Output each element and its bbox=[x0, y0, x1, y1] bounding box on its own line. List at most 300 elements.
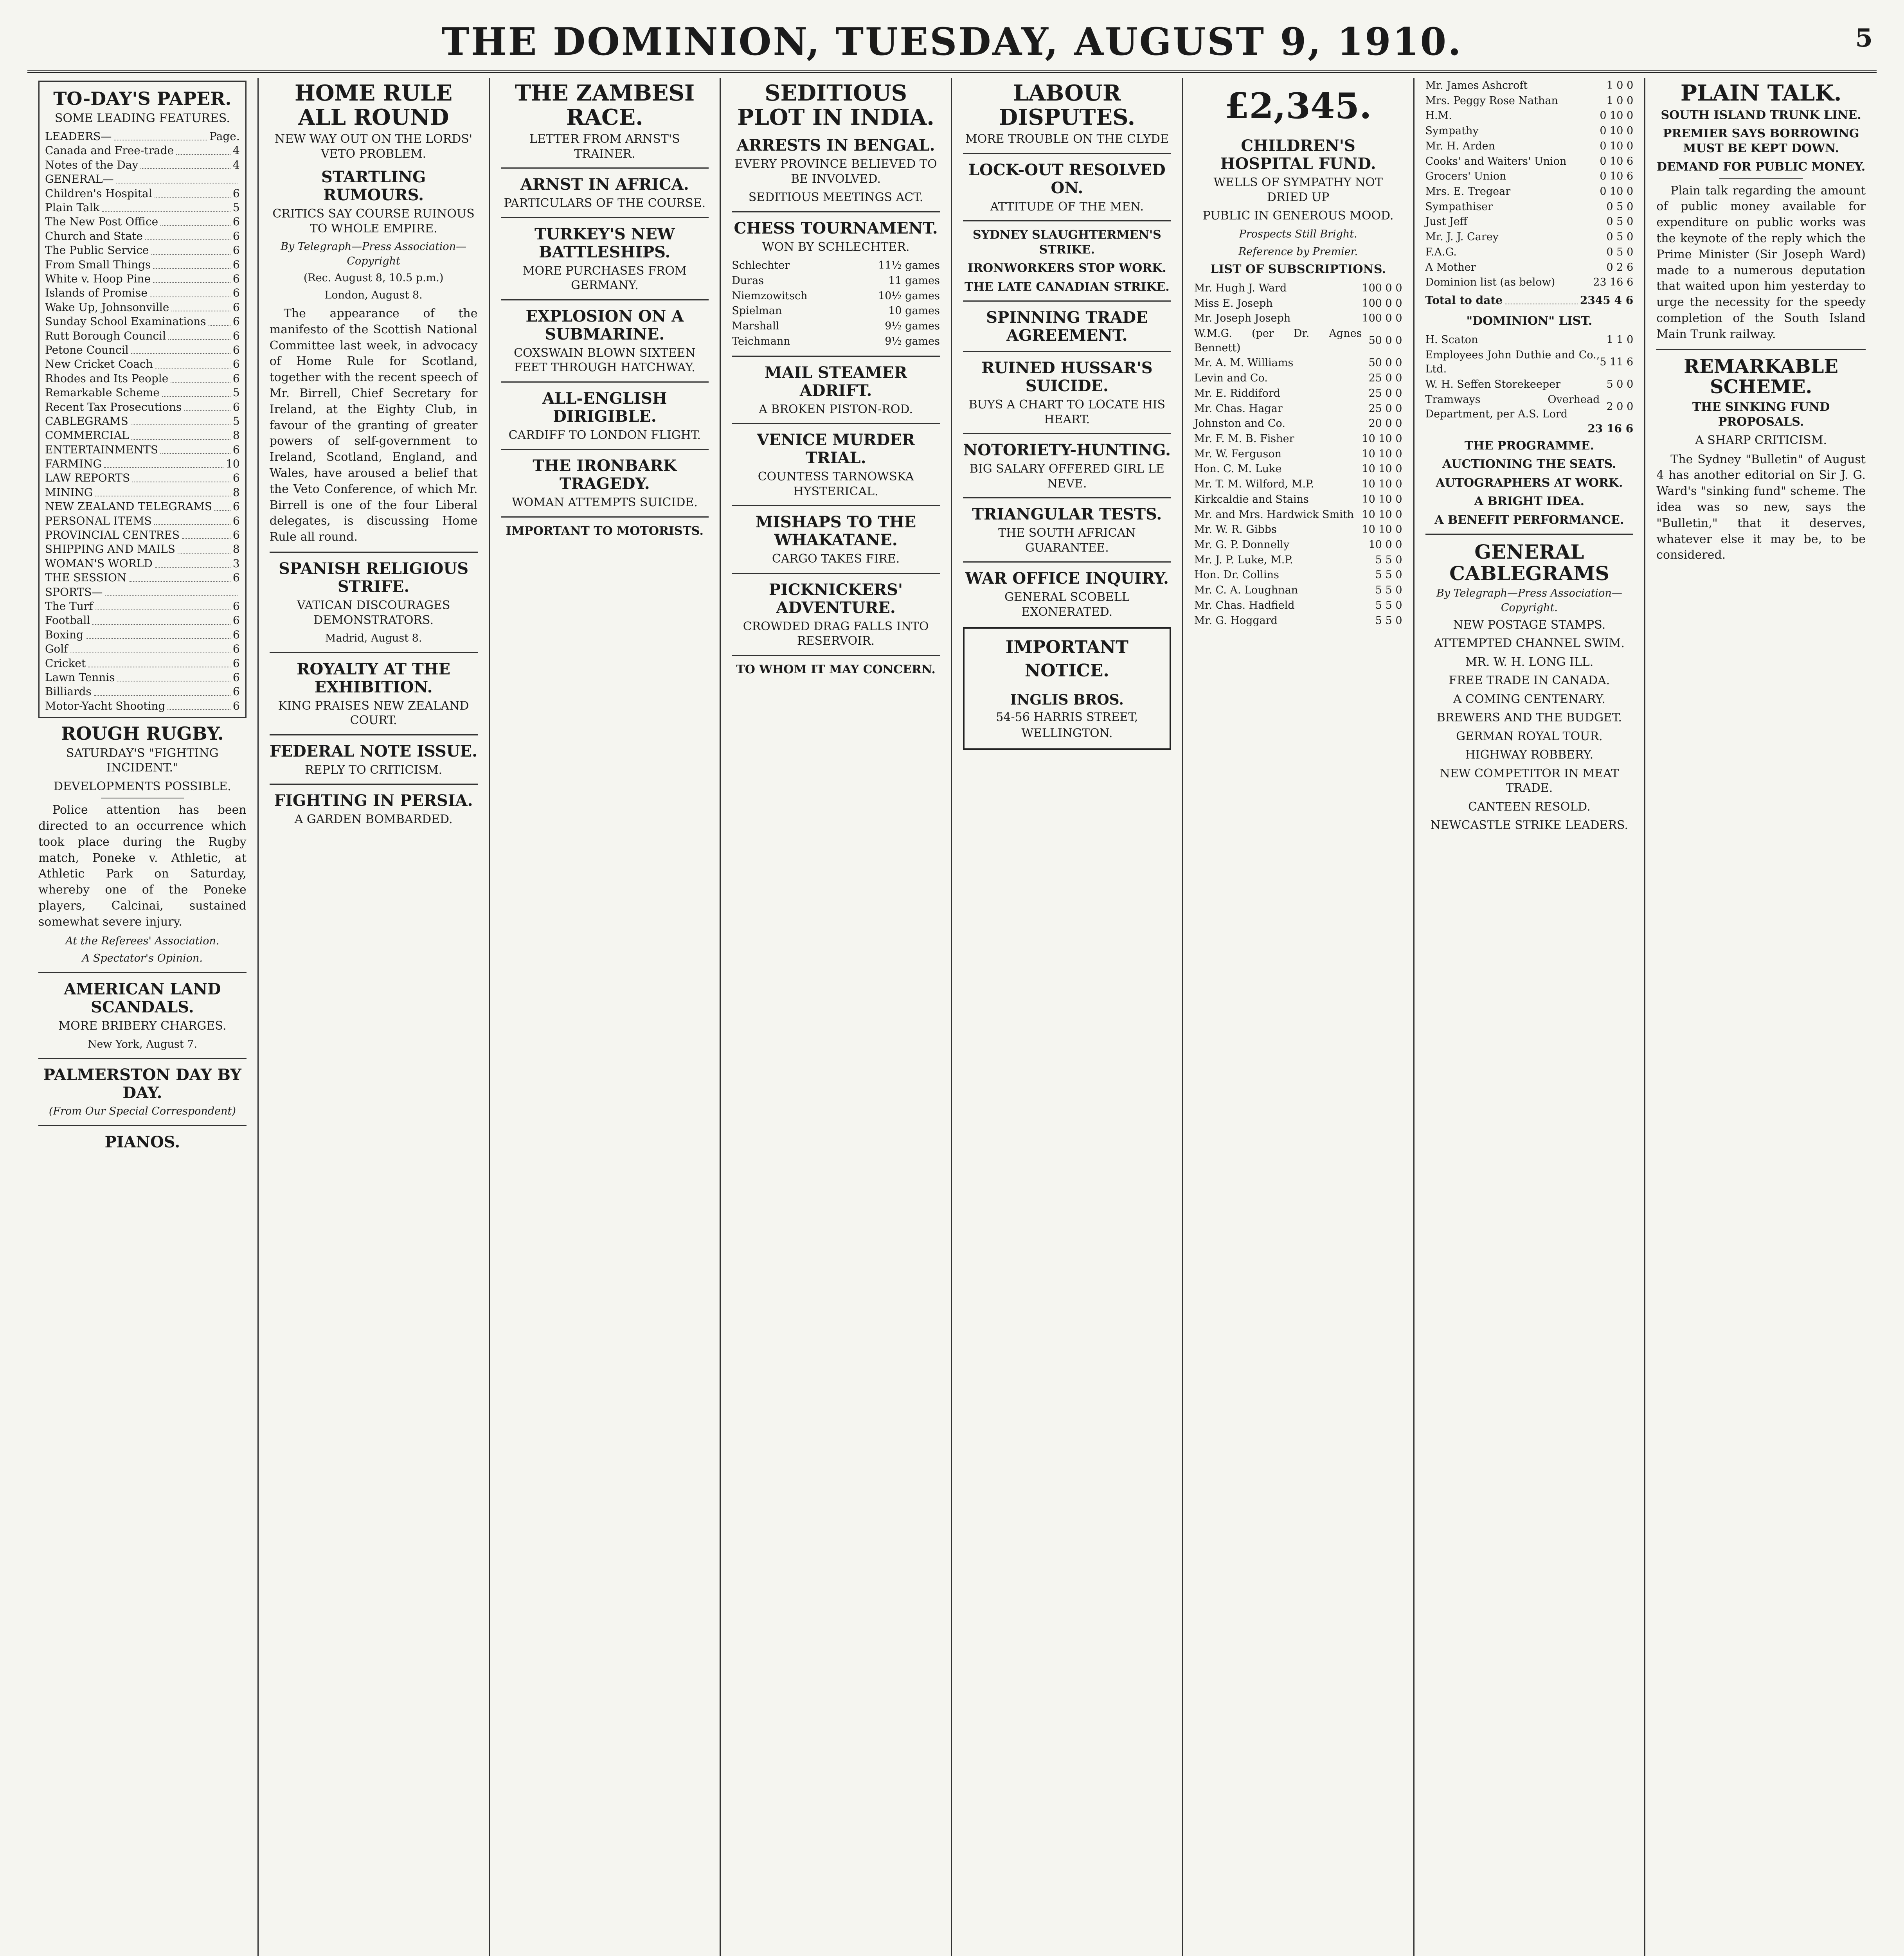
index-list bbox=[45, 129, 240, 713]
index-item-page: 3 bbox=[232, 557, 240, 570]
index-item bbox=[45, 485, 240, 500]
index-item bbox=[45, 628, 240, 642]
index-item-page: 6 bbox=[232, 642, 240, 656]
remarkable-paragraph: The Sydney "Bulletin" of August 4 has another editorial on Sir J. G. Ward's "sinking fund" scheme. The idea was so new, says the "Bulletin," that it deserves, whatever else it may be, to be considered. bbox=[1656, 452, 1866, 562]
table-row bbox=[732, 273, 940, 289]
index-item-label: GENERAL— bbox=[45, 173, 114, 186]
index-item bbox=[45, 372, 240, 386]
submarine-sub: COXSWAIN BLOWN SIXTEEN FEET THROUGH HATCHWAY. bbox=[514, 346, 696, 375]
index-item-page: 6 bbox=[232, 614, 240, 627]
labour-title: LABOUR DISPUTES. bbox=[999, 80, 1136, 130]
index-item-page: 6 bbox=[232, 329, 240, 342]
table-row bbox=[1425, 275, 1634, 290]
index-item-page: 6 bbox=[232, 571, 240, 584]
index-item bbox=[45, 187, 240, 201]
row-value: 5 5 0 bbox=[1375, 614, 1402, 627]
brewers-head: BREWERS AND THE BUDGET. bbox=[1436, 711, 1622, 725]
index-item bbox=[45, 243, 240, 257]
index-item-page: 6 bbox=[232, 400, 240, 413]
table-row bbox=[1425, 184, 1634, 200]
index-item-page: 8 bbox=[232, 429, 240, 442]
row-name: Just Jeff bbox=[1425, 216, 1467, 228]
index-item-label: Canada and Free-trade bbox=[45, 144, 174, 157]
row-name: Johnston and Co. bbox=[1194, 417, 1285, 430]
index-item-label: Golf bbox=[45, 642, 68, 656]
row-value: 20 0 0 bbox=[1368, 417, 1402, 430]
whakatane-sub: CARGO TAKES FIRE. bbox=[772, 552, 900, 566]
ironbark-sub: WOMAN ATTEMPTS SUICIDE. bbox=[511, 496, 698, 510]
picnickers-sub: CROWDED DRAG FALLS INTO RESERVOIR. bbox=[743, 619, 929, 648]
hussar-title: RUINED HUSSAR'S SUICIDE. bbox=[981, 359, 1153, 396]
channel-head: ATTEMPTED CHANNEL SWIM. bbox=[1434, 636, 1625, 651]
index-item-page: Page. bbox=[209, 130, 240, 143]
notoriety-sub: BIG SALARY OFFERED GIRL LE NEVE. bbox=[969, 462, 1164, 491]
column-8 bbox=[1645, 78, 1877, 1956]
index-item bbox=[45, 201, 240, 215]
dominion-list-table bbox=[1425, 333, 1634, 422]
table-row bbox=[1194, 416, 1402, 431]
land-scandals-dateline: New York, August 7. bbox=[87, 1038, 197, 1050]
row-name: Mrs. E. Tregear bbox=[1425, 185, 1511, 198]
row-name: Hon. C. M. Luke bbox=[1194, 463, 1282, 475]
german-head: GERMAN ROYAL TOUR. bbox=[1456, 729, 1603, 743]
index-item-label: White v. Hoop Pine bbox=[45, 272, 151, 285]
row-value: 0 10 6 bbox=[1600, 155, 1634, 167]
table-row bbox=[1194, 613, 1402, 629]
table-row bbox=[1425, 93, 1634, 109]
row-value: 10 10 0 bbox=[1362, 463, 1402, 475]
table-row bbox=[1425, 78, 1634, 93]
fund-amount: £2,345. bbox=[1224, 85, 1372, 127]
lockout-title: LOCK-OUT RESOLVED ON. bbox=[968, 160, 1166, 197]
column-2 bbox=[259, 78, 490, 1956]
index-item-label: Wake Up, Johnsonville bbox=[45, 300, 169, 314]
index-item bbox=[45, 386, 240, 400]
index-item bbox=[45, 685, 240, 699]
rugby-subtitle-2: DEVELOPMENTS POSSIBLE. bbox=[53, 779, 231, 793]
auction-head: AUCTIONING THE SEATS. bbox=[1442, 457, 1616, 471]
table-row bbox=[1194, 386, 1402, 401]
newspaper-columns bbox=[27, 78, 1877, 1956]
row-value: 10 games bbox=[888, 305, 940, 317]
persia-sub: A GARDEN BOMBARDED. bbox=[294, 813, 453, 827]
row-value: 0 2 6 bbox=[1606, 261, 1634, 273]
rugby-subtitle: SATURDAY'S "FIGHTING INCIDENT." bbox=[66, 746, 219, 775]
rugby-head-3: A Spectator's Opinion. bbox=[82, 952, 203, 965]
index-item bbox=[45, 272, 240, 286]
row-name: Mr. G. P. Donnelly bbox=[1194, 539, 1290, 551]
table-row bbox=[1425, 108, 1634, 124]
table-row bbox=[1194, 371, 1402, 386]
index-item bbox=[45, 656, 240, 671]
home-rule-title: HOME RULE ALL ROUND bbox=[294, 80, 453, 130]
column-3 bbox=[490, 78, 721, 1956]
table-row bbox=[1425, 139, 1634, 154]
dominion-total: 23 16 6 bbox=[1587, 422, 1634, 435]
index-item-page: 6 bbox=[232, 628, 240, 641]
newspaper-title: THE DOMINION, TUESDAY, AUGUST 9, 1910. bbox=[441, 20, 1463, 64]
index-item-label: SPORTS— bbox=[45, 585, 103, 599]
row-name: Mr. Chas. Hagar bbox=[1194, 402, 1283, 415]
sydney-strike-title: SYDNEY SLAUGHTERMEN'S STRIKE. bbox=[972, 228, 1161, 257]
total-label: Total to date bbox=[1425, 294, 1503, 307]
index-item bbox=[45, 642, 240, 656]
venice-sub: COUNTESS TARNOWSKA HYSTERICAL. bbox=[758, 470, 914, 498]
row-name: Tramways Overhead Department, per A.S. Lord bbox=[1425, 393, 1600, 420]
column-4 bbox=[721, 78, 952, 1956]
index-item bbox=[45, 300, 240, 315]
row-name: Mr. James Ashcroft bbox=[1425, 79, 1528, 92]
row-value: 9½ games bbox=[885, 320, 940, 333]
table-row bbox=[1194, 462, 1402, 477]
masthead bbox=[27, 12, 1877, 73]
column-5 bbox=[952, 78, 1183, 1956]
table-row bbox=[1194, 598, 1402, 613]
index-item-page: 6 bbox=[232, 215, 240, 228]
chess-sub: WON BY SCHLECHTER. bbox=[762, 240, 910, 254]
row-value: 10 10 0 bbox=[1362, 433, 1402, 445]
pianos-title: PIANOS. bbox=[104, 1133, 180, 1151]
row-name: Sympathiser bbox=[1425, 200, 1493, 213]
index-item-page: 6 bbox=[232, 244, 240, 257]
row-name: W.M.G. (per Dr. Agnes Bennett) bbox=[1194, 327, 1362, 354]
africa-sub: PARTICULARS OF THE COURSE. bbox=[504, 196, 706, 210]
index-item-page: 6 bbox=[232, 699, 240, 712]
index-item-label: Billiards bbox=[45, 685, 92, 698]
dominion-list-title: "DOMINION" LIST. bbox=[1466, 314, 1593, 328]
plain-talk-sub1: SOUTH ISLAND TRUNK LINE. bbox=[1661, 108, 1861, 122]
total-value: 2345 4 6 bbox=[1580, 294, 1634, 307]
table-row bbox=[1194, 311, 1402, 326]
index-item-page: 4 bbox=[232, 158, 240, 171]
spanish-sub: VATICAN DISCOURAGES DEMONSTRATORS. bbox=[297, 599, 450, 627]
index-item bbox=[45, 443, 240, 457]
row-value: 0 10 6 bbox=[1600, 170, 1634, 183]
table-row bbox=[1425, 260, 1634, 275]
index-item-label: Rutt Borough Council bbox=[45, 329, 166, 342]
table-row bbox=[1425, 200, 1634, 215]
table-row bbox=[1194, 447, 1402, 462]
table-row bbox=[1194, 522, 1402, 538]
rugby-title: ROUGH RUGBY. bbox=[61, 723, 224, 744]
row-value: 25 0 0 bbox=[1368, 372, 1402, 385]
row-name: Levin and Co. bbox=[1194, 372, 1268, 385]
index-item-page: 6 bbox=[232, 272, 240, 285]
row-value: 5 5 0 bbox=[1375, 584, 1402, 597]
index-item-page: 6 bbox=[232, 685, 240, 698]
index-item-label: Church and State bbox=[45, 229, 143, 243]
prospects-head: Prospects Still Bright. bbox=[1239, 228, 1357, 240]
row-name: H.M. bbox=[1425, 110, 1452, 122]
index-item-label: LEADERS— bbox=[45, 130, 112, 143]
index-item-label: LAW REPORTS bbox=[45, 471, 130, 485]
index-item bbox=[45, 500, 240, 514]
index-item-page: 6 bbox=[232, 599, 240, 613]
index-item-label: The Turf bbox=[45, 599, 93, 613]
stamps-head: NEW POSTAGE STAMPS. bbox=[1453, 618, 1606, 632]
dirigible-sub: CARDIFF TO LONDON FLIGHT. bbox=[508, 428, 701, 442]
index-item-page: 5 bbox=[232, 414, 240, 428]
row-value: 25 0 0 bbox=[1368, 402, 1402, 415]
index-item bbox=[45, 286, 240, 300]
cablegrams-byline: By Telegraph—Press Association—Copyright. bbox=[1436, 587, 1622, 614]
row-name: Marshall bbox=[732, 320, 779, 333]
row-value: 0 10 0 bbox=[1600, 110, 1634, 122]
dirigible-title: ALL-ENGLISH DIRIGIBLE. bbox=[542, 389, 667, 426]
index-title: TO-DAY'S PAPER. bbox=[53, 88, 232, 109]
index-item-label: Motor-Yacht Shooting bbox=[45, 699, 166, 712]
row-value: 100 0 0 bbox=[1362, 312, 1402, 325]
index-box bbox=[38, 81, 247, 718]
row-value: 10 10 0 bbox=[1362, 523, 1402, 536]
home-rule-sub3: CRITICS SAY COURSE RUINOUS TO WHOLE EMPIRE. bbox=[272, 207, 475, 236]
index-item-label: MINING bbox=[45, 485, 93, 499]
sedition-title: SEDITIOUS PLOT IN INDIA. bbox=[737, 80, 934, 130]
table-row bbox=[1425, 169, 1634, 184]
total-row bbox=[1425, 293, 1634, 307]
land-scandals-title: AMERICAN LAND SCANDALS. bbox=[64, 980, 221, 1017]
remarkable-sub2: A SHARP CRITICISM. bbox=[1695, 433, 1827, 448]
index-item-page: 6 bbox=[232, 443, 240, 456]
subscriptions-table bbox=[1194, 281, 1402, 629]
index-item-page: 6 bbox=[232, 229, 240, 243]
federal-sub: REPLY TO CRITICISM. bbox=[305, 763, 443, 777]
sedition-sub3: SEDITIOUS MEETINGS ACT. bbox=[748, 191, 923, 205]
index-item-label: Notes of the Day bbox=[45, 158, 139, 171]
table-row bbox=[1425, 124, 1634, 139]
ironworkers-title: IRONWORKERS STOP WORK. bbox=[968, 261, 1166, 275]
index-item bbox=[45, 158, 240, 172]
row-name: Mr. W. R. Gibbs bbox=[1194, 523, 1277, 536]
index-item bbox=[45, 599, 240, 613]
row-name: Employees John Duthie and Co., Ltd. bbox=[1425, 349, 1600, 376]
notoriety-title: NOTORIETY-HUNTING. bbox=[963, 441, 1171, 460]
hospital-fund-sub2: PUBLIC IN GENEROUS MOOD. bbox=[1202, 209, 1394, 223]
highway-head: HIGHWAY ROBBERY. bbox=[1465, 748, 1594, 762]
labour-sub: MORE TROUBLE ON THE CLYDE bbox=[965, 132, 1169, 146]
index-item-label: PROVINCIAL CENTRES bbox=[45, 529, 180, 542]
index-item bbox=[45, 542, 240, 556]
table-row bbox=[1425, 333, 1634, 348]
mail-sub: A BROKEN PISTON-ROD. bbox=[759, 402, 913, 416]
index-item-page: 5 bbox=[232, 201, 240, 214]
row-value: 11½ games bbox=[878, 259, 940, 272]
long-head: MR. W. H. LONG ILL. bbox=[1465, 655, 1594, 669]
index-item-label: The Public Service bbox=[45, 244, 149, 257]
table-row bbox=[732, 258, 940, 273]
row-name: Niemzowitsch bbox=[732, 289, 808, 302]
index-item-label: WOMAN'S WORLD bbox=[45, 557, 153, 570]
row-name: Mr. Hugh J. Ward bbox=[1194, 282, 1287, 294]
row-value: 0 10 0 bbox=[1600, 185, 1634, 198]
index-item-label: COMMERCIAL bbox=[45, 429, 129, 442]
row-value: 25 0 0 bbox=[1368, 387, 1402, 399]
column-6 bbox=[1183, 78, 1415, 1956]
index-item-label: Plain Talk bbox=[45, 201, 100, 214]
row-value: 1 1 0 bbox=[1606, 333, 1634, 346]
table-row bbox=[732, 304, 940, 319]
table-row bbox=[732, 289, 940, 304]
row-name: Mr. F. M. B. Fisher bbox=[1194, 433, 1294, 445]
picnickers-title: PICKNICKERS' ADVENTURE. bbox=[769, 580, 903, 617]
row-name: Kirkcaldie and Stains bbox=[1194, 493, 1309, 505]
row-name: Mr. A. M. Williams bbox=[1194, 357, 1294, 369]
row-value: 10 10 0 bbox=[1362, 478, 1402, 491]
plain-talk-paragraph: Plain talk regarding the amount of public money available for expenditure on public works was the keynote of the reply which the Prime Minister (Sir Joseph Ward) made to a numerous deputation that waited upon him yesterday to urge the necessity for the speedy completion of the South Island Main Trunk railway. bbox=[1656, 183, 1866, 341]
row-name: Mr. Joseph Joseph bbox=[1194, 312, 1291, 325]
table-row bbox=[1425, 214, 1634, 230]
row-value: 9½ games bbox=[885, 335, 940, 347]
war-office-title: WAR OFFICE INQUIRY. bbox=[965, 569, 1169, 588]
rugby-paragraph: Police attention has been directed to an occurrence which took place during the Rugby match, Poneke v. Athletic, at Athletic Park on Saturday, whereby one of the Poneke players, Calcinai, sustained somewhat severe injury. bbox=[38, 803, 247, 929]
royalty-title: ROYALTY AT THE EXHIBITION. bbox=[297, 660, 451, 696]
remarkable-title: REMARKABLE SCHEME. bbox=[1684, 355, 1838, 398]
index-item-label: Lawn Tennis bbox=[45, 671, 115, 684]
index-item bbox=[45, 258, 240, 272]
row-name: Grocers' Union bbox=[1425, 170, 1506, 183]
plain-talk-sub3: DEMAND FOR PUBLIC MONEY. bbox=[1657, 160, 1866, 174]
row-name: Mr. T. M. Wilford, M.P. bbox=[1194, 478, 1314, 491]
index-item-page: 8 bbox=[232, 485, 240, 499]
row-name: Spielman bbox=[732, 305, 782, 317]
index-item bbox=[45, 329, 240, 343]
index-item-page: 6 bbox=[232, 514, 240, 527]
programme-head: THE PROGRAMME. bbox=[1464, 439, 1594, 453]
home-rule-sub2: STARTLING RUMOURS. bbox=[321, 168, 426, 205]
rugby-head-2: At the Referees' Association. bbox=[65, 935, 220, 947]
table-row bbox=[1194, 477, 1402, 492]
index-item-label: NEW ZEALAND TELEGRAMS bbox=[45, 500, 212, 513]
row-value: 1 0 0 bbox=[1606, 94, 1634, 107]
trade-head: FREE TRADE IN CANADA. bbox=[1449, 674, 1610, 688]
home-rule-dateline: London, August 8. bbox=[324, 289, 423, 302]
index-item bbox=[45, 343, 240, 357]
row-value: 0 5 0 bbox=[1606, 216, 1634, 228]
row-name: Mr. and Mrs. Hardwick Smith bbox=[1194, 508, 1354, 521]
home-rule-byline: By Telegraph—Press Association—Copyright bbox=[281, 241, 467, 267]
cablegrams-title: GENERAL CABLEGRAMS bbox=[1449, 540, 1609, 585]
centenary-head: A COMING CENTENARY. bbox=[1453, 692, 1605, 706]
premier-head: Reference by Premier. bbox=[1238, 245, 1358, 258]
row-name: F.A.G. bbox=[1425, 246, 1457, 258]
table-row bbox=[1425, 377, 1634, 392]
sedition-sub1: ARRESTS IN BENGAL. bbox=[736, 136, 935, 155]
index-item bbox=[45, 528, 240, 542]
important-notice-ad bbox=[963, 627, 1171, 750]
row-name: Mr. G. Hoggard bbox=[1194, 614, 1278, 627]
row-name: Mrs. Peggy Rose Nathan bbox=[1425, 94, 1558, 107]
index-item-page: 6 bbox=[232, 358, 240, 371]
index-item-page: 6 bbox=[232, 671, 240, 684]
spanish-title: SPANISH RELIGIOUS STRIFE. bbox=[279, 559, 469, 596]
row-value: 50 0 0 bbox=[1368, 357, 1402, 369]
table-row bbox=[1194, 538, 1402, 553]
row-value: 5 5 0 bbox=[1375, 599, 1402, 611]
subscriptions-continued-table bbox=[1425, 78, 1634, 290]
index-item bbox=[45, 671, 240, 685]
index-item-page: 5 bbox=[232, 386, 240, 399]
index-item-label: THE SESSION bbox=[45, 571, 127, 584]
row-value: 5 5 0 bbox=[1375, 569, 1402, 581]
motorists-title: IMPORTANT TO MOTORISTS. bbox=[506, 524, 704, 538]
index-item-label: CABLEGRAMS bbox=[45, 414, 128, 428]
row-value: 0 5 0 bbox=[1606, 246, 1634, 258]
africa-head: ARNST IN AFRICA. bbox=[520, 175, 689, 194]
plain-talk-sub2: PREMIER SAYS BORROWING MUST BE KEPT DOWN. bbox=[1663, 127, 1859, 155]
row-value: 0 5 0 bbox=[1606, 200, 1634, 213]
index-item-label: FARMING bbox=[45, 457, 102, 471]
venice-title: VENICE MURDER TRIAL. bbox=[757, 431, 915, 467]
triangular-title: TRIANGULAR TESTS. bbox=[972, 505, 1162, 524]
table-row bbox=[1194, 326, 1402, 356]
index-item bbox=[45, 613, 240, 627]
index-subtitle: SOME LEADING FEATURES. bbox=[54, 111, 230, 125]
index-item bbox=[45, 172, 240, 186]
row-value: 10 10 0 bbox=[1362, 493, 1402, 505]
plain-talk-title: PLAIN TALK. bbox=[1680, 80, 1842, 106]
row-value: 100 0 0 bbox=[1362, 297, 1402, 309]
table-row bbox=[1425, 245, 1634, 260]
row-name: Mr. H. Arden bbox=[1425, 140, 1495, 152]
index-item-label: From Small Things bbox=[45, 258, 151, 271]
row-value: 0 5 0 bbox=[1606, 231, 1634, 243]
index-item-page: 6 bbox=[232, 471, 240, 485]
row-name: Duras bbox=[732, 274, 764, 287]
palmerston-title: PALMERSTON DAY BY DAY. bbox=[43, 1066, 241, 1102]
table-row bbox=[1425, 230, 1634, 245]
hospital-fund-title: CHILDREN'S HOSPITAL FUND. bbox=[1220, 137, 1376, 173]
index-item-label: New Cricket Coach bbox=[45, 358, 153, 371]
index-item bbox=[45, 571, 240, 585]
index-item-page: 6 bbox=[232, 500, 240, 513]
index-item-label: PERSONAL ITEMS bbox=[45, 514, 152, 527]
index-item-label: Cricket bbox=[45, 656, 86, 670]
table-row bbox=[1194, 431, 1402, 447]
index-item bbox=[45, 215, 240, 229]
table-row bbox=[1194, 492, 1402, 507]
war-office-sub: GENERAL SCOBELL EXONERATED. bbox=[1004, 590, 1130, 619]
row-value: 0 10 0 bbox=[1600, 125, 1634, 137]
index-item bbox=[45, 557, 240, 571]
meat-head: NEW COMPETITOR IN MEAT TRADE. bbox=[1440, 766, 1619, 795]
sedition-sub2: EVERY PROVINCE BELIEVED TO BE INVOLVED. bbox=[734, 157, 937, 186]
index-item-label: Children's Hospital bbox=[45, 187, 152, 200]
row-value: 10 10 0 bbox=[1362, 448, 1402, 460]
index-item-page: 6 bbox=[232, 300, 240, 314]
canteen-head: CANTEEN RESOLD. bbox=[1468, 800, 1591, 814]
row-name: Mr. J. P. Luke, M.P. bbox=[1194, 554, 1293, 566]
table-row bbox=[1194, 281, 1402, 296]
ironbark-title: THE IRONBARK TRAGEDY. bbox=[533, 457, 677, 493]
row-name: H. Scaton bbox=[1425, 333, 1478, 346]
inglis-address: 54-56 HARRIS STREET, WELLINGTON. bbox=[996, 710, 1138, 740]
index-item-label: SHIPPING AND MAILS bbox=[45, 543, 175, 556]
home-rule-sub1: NEW WAY OUT ON THE LORDS' VETO PROBLEM. bbox=[275, 132, 473, 161]
index-item-page: 6 bbox=[232, 258, 240, 271]
row-value: 0 10 0 bbox=[1600, 140, 1634, 152]
row-name: Teichmann bbox=[732, 335, 790, 347]
index-item bbox=[45, 129, 240, 144]
column-7 bbox=[1415, 78, 1646, 1956]
hospital-fund-sub: WELLS OF SYMPATHY NOT DRIED UP bbox=[1213, 176, 1383, 204]
index-item bbox=[45, 585, 240, 599]
home-rule-paragraph: The appearance of the manifesto of the Scottish National Committee last week, in advocacy of Home Rule for Scotland, together with the recent speech of Mr. Birrell, Chief Secretary for Ireland, at the Eighty Club, in favour of the granting of greater powers of self-government to Ireland, Scotland, England, and Wales, have aroused a belief that the Veto Conference, of which Mr. Birrell is one of the four Liberal delegates, is discussing Home Rule all round. bbox=[269, 307, 478, 544]
persia-title: FIGHTING IN PERSIA. bbox=[274, 791, 473, 810]
table-row bbox=[732, 319, 940, 334]
idea-head: A BRIGHT IDEA. bbox=[1474, 494, 1585, 509]
row-value: 50 0 0 bbox=[1368, 334, 1402, 347]
index-item bbox=[45, 471, 240, 485]
